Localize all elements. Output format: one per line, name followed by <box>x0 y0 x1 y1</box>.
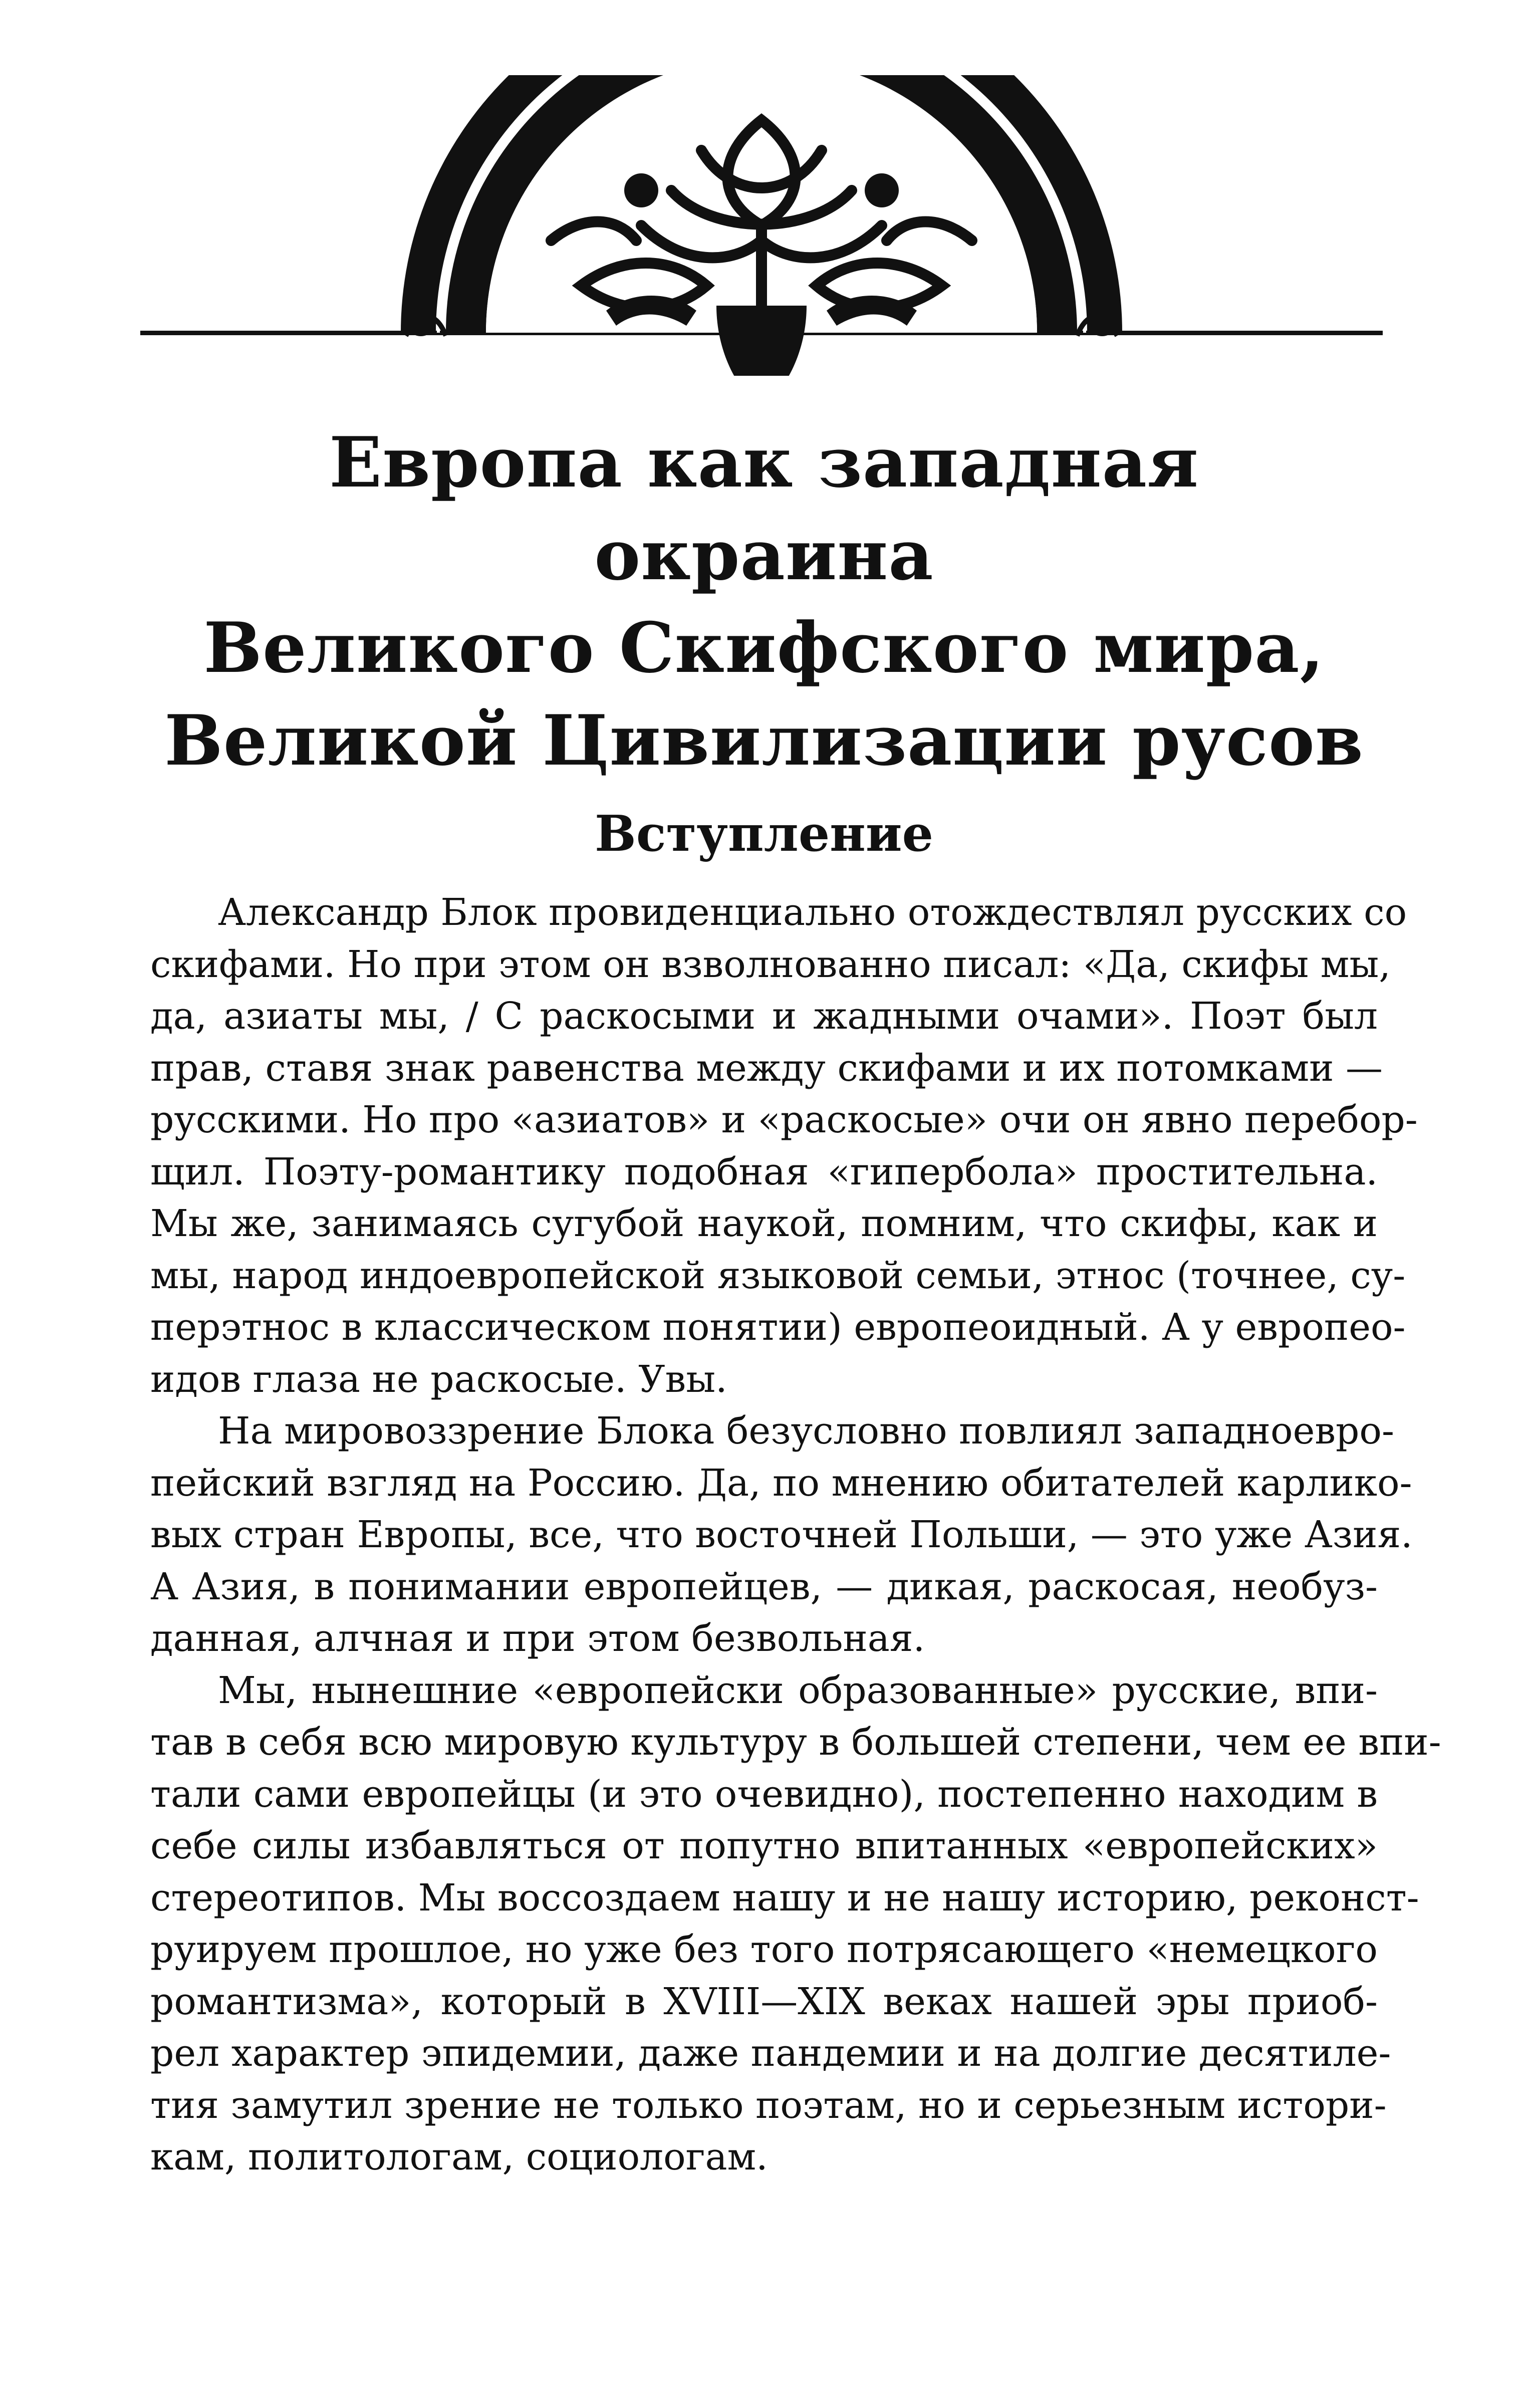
paragraph-line: себе силы избавляться от попутно впитанных «европейских» <box>150 1824 1378 1867</box>
paragraph-line: рел характер эпидемии, даже пандемии и на долгие десятиле- <box>150 2032 1391 2075</box>
paragraph-line: данная, алчная и при этом безвольная. <box>150 1617 925 1660</box>
paragraph-line: щил. Поэту-романтику подобная «гипербола» простительна. <box>150 1150 1378 1193</box>
paragraph-line: мы, народ индоевропейской языковой семьи, этнос (точнее, су- <box>150 1254 1406 1297</box>
page-title <box>150 416 1378 787</box>
paragraph-line: А Азия, в понимании европейцев, — дикая, раскосая, необуз- <box>150 1565 1378 1608</box>
paragraph-line: прав, ставя знак равенства между скифами и их потомками — <box>150 1046 1383 1090</box>
title-line: Великой Цивилизации русов <box>164 699 1364 781</box>
paragraph-line: руируем прошлое, но уже без того потрясающего «немецкого <box>150 1928 1378 1971</box>
celtic-knot-arch-ornament-icon <box>140 75 1383 376</box>
paragraph-line: да, азиаты мы, / С раскосыми и жадными очами». Поэт был <box>150 995 1378 1038</box>
paragraph-line: пейский взгляд на Россию. Да, по мнению обитателей карлико- <box>150 1461 1412 1505</box>
paragraph-line: русскими. Но про «азиатов» и «раскосые» очи он явно перебор- <box>150 1098 1418 1141</box>
paragraph-line: Александр Блок провиденциально отождествлял русских со <box>218 891 1407 934</box>
section-heading: Вступление <box>595 805 933 863</box>
title-line: Европа как западная окраина <box>329 421 1199 596</box>
paragraph-line: На мировоззрение Блока безусловно повлиял западноевро- <box>218 1409 1394 1453</box>
paragraph-line: тав в себя всю мировую культуру в большей степени, чем ее впи- <box>150 1721 1441 1764</box>
title-line: Великого Скифского мира, <box>203 607 1325 688</box>
paragraph-line: перэтнос в классическом понятии) европеоидный. А у европео- <box>150 1306 1406 1349</box>
paragraph-line: Мы, нынешние «европейски образованные» русские, впи- <box>218 1668 1378 1712</box>
paragraph-line: тия замутил зрение не только поэтам, но и серьезным истори- <box>150 2083 1387 2127</box>
paragraph-line: стереотипов. Мы воссоздаем нашу и не нашу историю, реконст- <box>150 1876 1419 1919</box>
paragraph-line: кам, политологам, социологам. <box>150 2135 768 2179</box>
paragraph-line: романтизма», который в XVIII—XIX веках нашей эры приоб- <box>150 1980 1378 2023</box>
paragraph-line: вых стран Европы, все, что восточней Польши, — это уже Азия. <box>150 1513 1413 1556</box>
body-text <box>150 887 1441 2184</box>
paragraph-line: тали сами европейцы (и это очевидно), постепенно находим в <box>150 1772 1378 1816</box>
paragraph-line: идов глаза не раскосые. Увы. <box>150 1357 727 1401</box>
paragraph-line: Мы же, занимаясь сугубой наукой, помним, что скифы, как и <box>150 1202 1378 1245</box>
paragraph-line: скифами. Но при этом он взволнованно писал: «Да, скифы мы, <box>150 942 1391 986</box>
